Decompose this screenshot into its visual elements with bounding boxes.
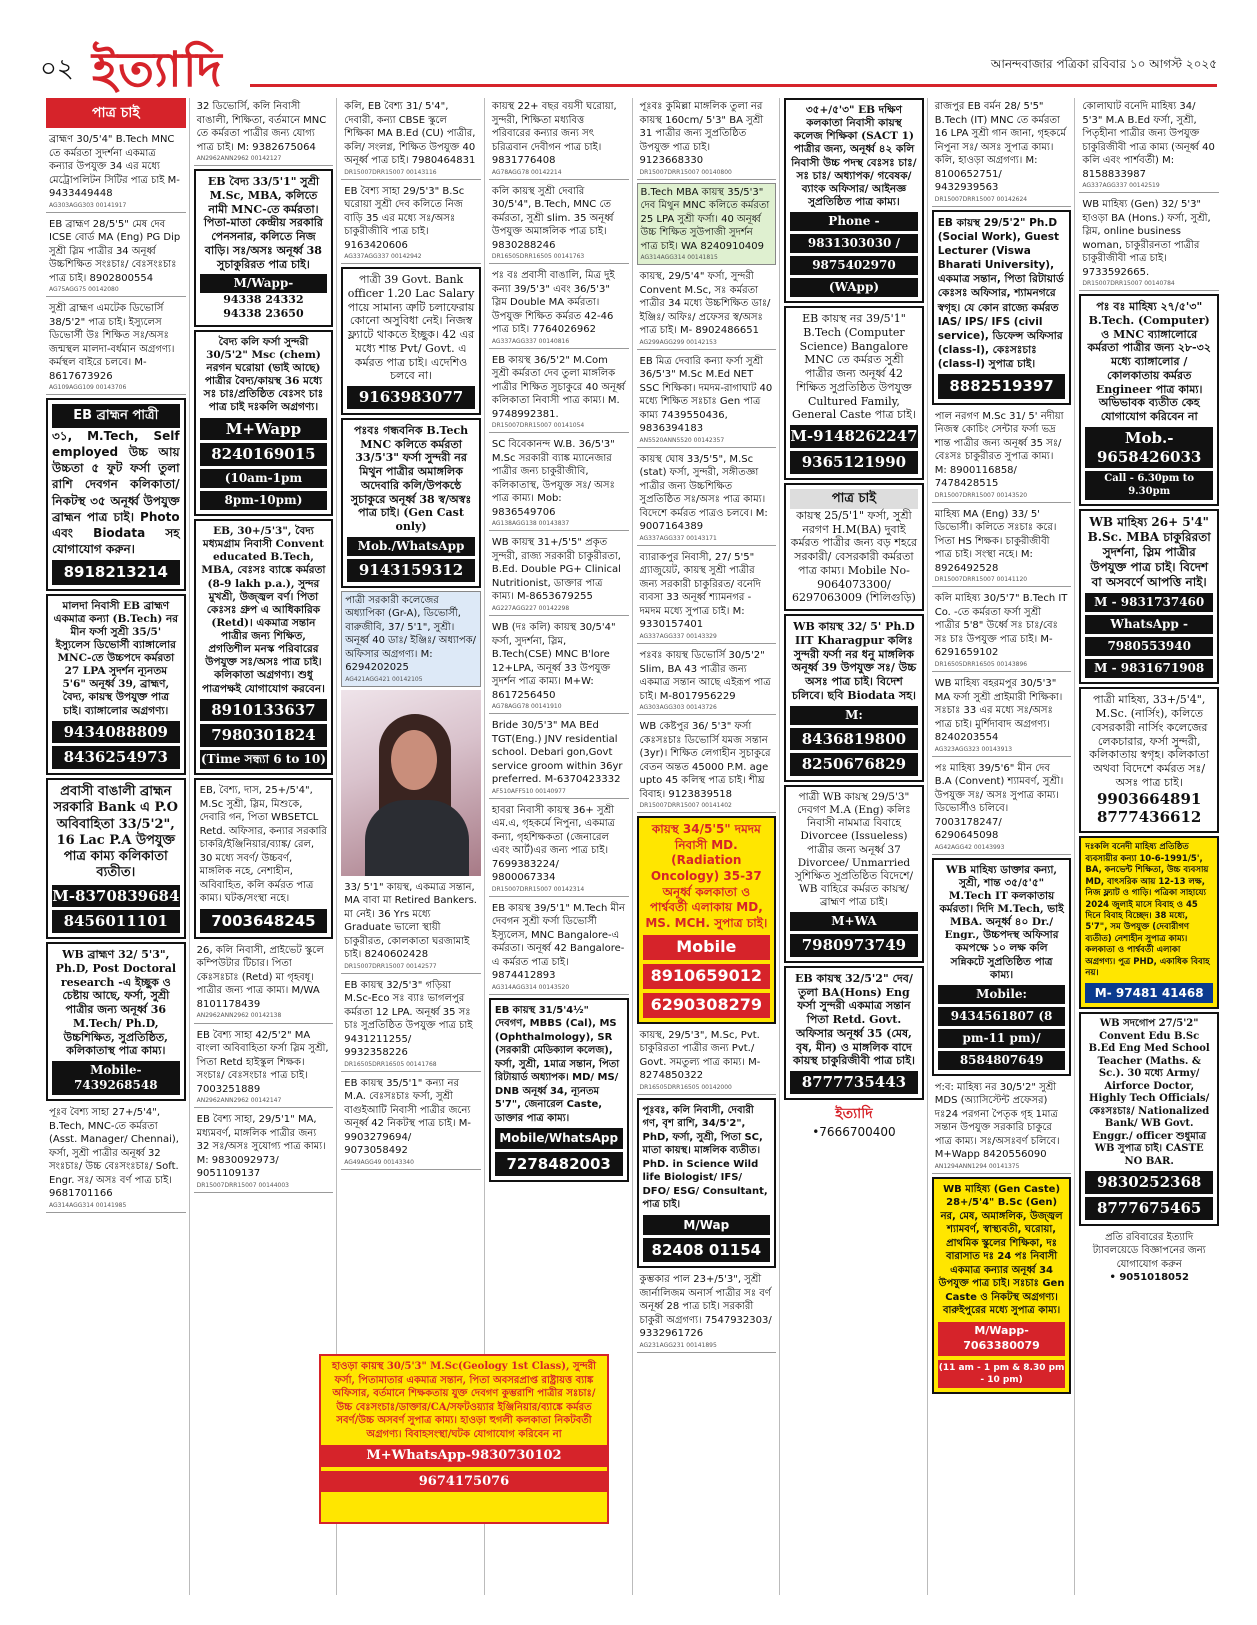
phone-number: 9365121990 (790, 451, 918, 474)
brand-rule (250, 84, 1217, 87)
ad-code: AN1294ANN1294 00141375 (934, 1162, 1020, 1170)
phone-number: 7980301824 (200, 724, 328, 747)
classified-ad: প:ব: মাহিষ্য নর 30/5'2" সুশ্রী MDS (অ্যাসিস্টেন্ট প্রফেসর) দঃ24 পরগনা পৈতৃক গৃহ 1মাত্র সন্তান উপযুক্ত সরকারি চাকুরে পাত্র কাম্য। সঃ/অসঃবর্ণ চলিবে। M+Wapp 8420556090 AN1294ANN1294 00141375 (932, 1079, 1072, 1174)
ad-label: M+WA (790, 912, 918, 931)
classifieds-grid (46, 98, 1222, 1595)
ad-label: (WApp) (790, 278, 918, 297)
classified-ad: কলি, EB বৈশ্য 31/ 5'4", দেবারী, কন্যা CBSE স্কুলে শিক্ষিকা MA B.Ed (CU) পাত্রীর, কলি/ সংলগ্ন, শিক্ষিত উপযুক্ত 40 অনূর্ধ্ব পাত্র চাই। 7980464831 DR15007DRR15007 00143116 (341, 98, 481, 180)
ad-code: AG314AGG314 00141985 (49, 1201, 127, 1209)
ad-label: M/Wap (643, 1215, 771, 1235)
ad-code: AG42AGG42 00143993 (934, 843, 1005, 851)
boxed-ad: EB কায়স্থ 31/5'4½" দেবগণ, MBBS (Cal), MS (Ophthalmology), SR (সরকারী মেডিক্যাল কলেজ), ফর্সা, সুশ্রী, 1মাত্র সন্তান, পিতা রিটায়ার্ড অধ্যাপক। MD/ MS/ DNB অনূর্ধ্ব 34, ন্যূনতম 5'7", জেনারেল Caste, ডাক্তার পাত্র কাম্য। Mobile/WhatsApp 7278482003 (489, 998, 629, 1182)
ad-code: AG421AGG421 00142105 (345, 675, 423, 683)
boxed-ad: পাত্র চাই কায়স্থ 25/5'1" ফর্সা, সুশ্রী নরগণ H.M(BA) দুবাই কর্মরত পাত্রীর জন্য বড় শহরে সরকারী/ বেসরকারী কর্মরতা পাত্র কাম্য। Mobile No- 9064073300/ 6297063009 (শিলিগুড়ি) (784, 483, 924, 612)
phone-number: M-9148262247 (790, 425, 918, 448)
ad-code: AG337AGG337 00143329 (639, 632, 717, 640)
ad-heading: EB ব্রাহ্মন পাত্রী (52, 404, 180, 428)
classified-ad: কায়স্থ ঘোষ 33/5'5", M.Sc (stat) ফর্সা, সুন্দরী, সঙ্গীতজ্ঞা পাত্রীর জন্য উচ্চশিক্ষিত সুপ্রতিষ্ঠিত সঃ/অসঃ পাত্র কাম্য। বিদেশে কর্মরত পাত্রও চলবে। M: 9007164389 AG337AGG337 00143171 (637, 451, 777, 546)
phone-number: 94338 23650 (223, 307, 304, 321)
ad-label: Mobile/WhatsApp (495, 1128, 623, 1148)
ad-code: AG78AGG78 00141910 (491, 703, 562, 711)
phone-number: 8777735443 (790, 1071, 918, 1094)
classified-ad: পাল নরগণ M.Sc 31/ 5' নদীয়া নিজস্ব কোচিং সেন্টার ফর্সা ভদ্র শান্ত পাত্রীর জন্য অনূর্ধ্ব 35 সঃ/ বেঃসঃ চাকুরীরত সুপাত্র কাম্য। M: 8900116858/ 7478428515 DR15007DRR15007 00143520 (932, 408, 1072, 503)
phone-number: Mob.- 9658426033 (1085, 427, 1213, 469)
classified-ad: পূঃবঃ কুমিল্লা মাঙ্গলিক তুলা নর কায়স্থ 160cm/ 5'3" BA সুশ্রী 31 পাত্রীর জন্য সুপ্রতিষ্ঠিত উপযুক্ত পাত্র চাই। 9123668330 DR15007DRR15007 00140800 (637, 98, 777, 180)
phone-number: 7278482003 (495, 1152, 623, 1176)
phone-number: 8918213214 (52, 560, 180, 584)
phone-number: 7003648245 (200, 909, 328, 933)
ad-code: DR15007DRR15007 00142624 (934, 195, 1028, 203)
phone-number: 9831303030 / (790, 234, 918, 253)
phone-number: • 9051018052 (1109, 1272, 1189, 1283)
classified-ad: SC বিবেকানন্দ W.B. 36/5'3" M.Sc সরকারী ব্যাঙ্ক ম্যানেজার পাত্রীর জন্য চাকুরীজীবি, কলিকাতাস্থ, উপযুক্ত সঃ/ অসঃ পাত্র কাম্য। Mob: 9836549706 AG138AGG138 00143837 (489, 436, 629, 531)
classified-ad: EB কায়স্থ 35/5'1" কন্যা নর M.A. বেঃসঃচাঃ ফর্সা, সুশ্রী বাগুইআটি নিবাসী পাত্রীর জন্যে অনূর্ধ্ব 42 নিকটস্থ পাত্র চাই। M-9903279694/ 9073058492 AG49AGG49 00143340 (341, 1075, 481, 1170)
page-header (40, 40, 1217, 100)
classified-ad: WB (দঃ কলি) কায়স্থ 30/5'4" ফর্সা, সুদর্শনা, স্লিম, B.Tech(CSE) MNC B'lore 12+LPA, অনূর্ধ্ব 33 উপযুক্ত সুদর্শন পাত্র কাম্য। M+W: 8617256450 AG78AGG78 00141910 (489, 619, 629, 714)
ad-code: DR15007DRR15007 00141120 (934, 576, 1028, 584)
column-8 (1079, 98, 1222, 1595)
ad-code: AG75AGG75 00142080 (49, 286, 119, 294)
ad-code: DR15007DRR15007 00142577 (344, 962, 437, 970)
boxed-ad: WB কায়স্থ 32/ 5' Ph.D IIT Kharagpur কলিঃ সুন্দরী ফর্সা নর ধনু মাঙ্গলিক অনূর্ধ্ব 39 উপযুক্ত সঃ/ উচ্চ অসঃ পাত্র চাই। বিদেশ চলিবে। ছবি Biodata সহ। M: 8436819800 8250676829 (784, 614, 924, 782)
ad-code: DR16505DRR16505 00142000 (639, 1083, 732, 1091)
phone-number: 9903664891 (1097, 789, 1202, 808)
ad-code: AG323AGG323 00143913 (934, 745, 1013, 753)
boxed-ad: EB কায়স্থ 29/5'2" Ph.D (Social Work), Guest Lecturer (Viswa Bharati University), একমাত্র সন্তান, পিতা রিটায়ার্ড কেঃসঃ অফিসার, শ্যামনগরে স্বগৃহ। যে কোন রাজ্যে কর্মরত IAS/ IPS/ IFS (civil service), ডিফেন্স অফিসার (class-I), কেঃসঃচাঃ (class-I) সুপাত্র চাই। 8882519397 (932, 210, 1072, 405)
classified-ad: কোলাঘাট বনেদি মাহিষ্য 34/ 5'3" M.A B.Ed ফর্সা, সুশ্রী, পিতৃহীনা পাত্রীর জন্য উপযুক্ত চাকুরিজীবী পাত্র কাম্য (অনূর্ধ্ব 40 কলি এবং পার্শবর্তী) M: 8158833987 AG337AGG337 00142519 (1079, 98, 1219, 193)
ad-code: AG138AGG138 00143837 (491, 520, 570, 528)
ad-code: AG49AGG49 00143340 (344, 1158, 414, 1166)
ad-code: AN2962ANN2962 00142138 (196, 1012, 282, 1020)
classified-ad: প্রতি রবিবারের ইত্যাদি ট্যাবলয়েডে বিজ্ঞাপনের জন্য যোগাযোগ করুন • 9051018052 (1079, 1229, 1219, 1287)
column-2 (194, 98, 338, 1595)
phone-number: 9143159312 (347, 559, 475, 582)
boxed-ad: পঃ বঃ মাহিষ্য ২৭/৫'৩" B.Tech. (Computer) ও MNC ব্যাঙ্গালোরে কর্মরতা পাত্রীর জন্য ২৮-৩২ মধ্যে ব্যাঙ্গালোর /কোলকাতায় কর্মরত Engineer পাত্র কাম্য। অভিভাবক ব্যতীত কেহ যোগাযোগ করিবেন না Mob.- 9658426033 Call - 6.30pm to 9.30pm (1079, 294, 1219, 506)
section-brand: ইত্যাদি (92, 42, 223, 98)
phone-number: 8436819800 (790, 728, 918, 751)
classified-ad: Bride 30/5'3" MA BEd TGT(Eng.) JNV residential school. Debari gon,Govt service groom within 36yr preferred. M-6370423332 AF510AFF510 00140977 (489, 717, 629, 799)
ad-label: WhatsApp - (1085, 615, 1213, 634)
phone-number: 9434088809 (52, 721, 180, 744)
boxed-ad: দঃকলি বনেদী মাহিষ্য প্রতিষ্ঠিত ব্যবসায়ীর কন্যা 10-6-1991/5', BA, কনভেন্ট শিক্ষিতা, উচ্চ ব্যবসায় MD, বাৎসরিক আয় 12-13 লক্ষ, নিজ ফ্ল্যাট ও গাড়ি। পত্রিকা সাহায্যে 2024 জুলাই মাসে বিবাহ ও 45 দিনে বিবাহ বিচ্ছেদ। 38 মধ্যে, 5'7", সম উপযুক্ত (দেবারীগণ ব্যতীত) নেশাহীন সুপাত্র কাম্য। কলকাতা ও পার্শ্ববর্তী এলাকা অগ্রগণ্য। পুত্র PHD, একাধিক বিবাহ নয়। M- 97481 41468 (1079, 836, 1219, 1009)
boxed-ad: WB সদগোপ 27/5'2" Convent Edu B.Sc B.Ed Eng Med School Teacher (Maths. & Sc.). 30 মধ্যে Army/ Airforce Doctor, Highly Tech Officials/ কেঃসঃচাঃ/ Nationalized Bank/ WB Govt. Enggr./ officer শুধুমাত্র WB সুপাত্র চাই। CASTE NO BAR. 9830252368 8777675465 (1079, 1012, 1219, 1226)
dateline: আনন্দবাজার পত্রিকা রবিবার ১০ আগস্ট ২০২৫ (990, 57, 1217, 71)
ad-label: M+Wapp (200, 418, 328, 441)
boxed-ad: WB ব্রাহ্মণ 32/ 5'3", Ph.D, Post Doctoral research -এ ইচ্ছুক ও চেষ্টায় আছে, ফর্সা, সুশ্রী পাত্রীর জন্য অনূর্ধ্ব 36 M.Tech/ Ph.D, উচ্চশিক্ষিত, সুপ্রতিষ্ঠিত, কলিকাতাস্থ পাত্র কাম্য। Mobile-7439268548 (46, 942, 186, 1101)
classified-ad: কায়স্থ, 29/5'3", M.Sc, Pvt. চাকুরিরতা পাত্রীর জন্য Pvt./ Govt. সমতুল্য পাত্র কাম্য। M-8274850322 DR16505DRR16505 00142000 (637, 1027, 777, 1095)
phone-number: 8436254973 (52, 746, 180, 769)
boxed-ad: EB, বৈশ্য, দাস, 25+/5'4", M.Sc সুশ্রী, স্লিম, মিশুকে, দেবারি গন, পিতা WBSETCL Retd. অফিসার, কন্যার সরকারি চাকরি/ইঞ্জিনিয়ার/ব্যাঙ্ক/ রেল, 30 মধ্যে সবর্ণ/ উচ্চবর্ণ, মাঙ্গলিক নহে, নেশাহীন, অবিবাহিত, কলি কর্মরত পাত্র কাম্য। ঘটক/সংস্থা নহে। 7003648245 (194, 778, 334, 939)
boxed-ad: EB, 30+/5'3", বৈদ্য মধ্যমগ্রাম নিবাসী Convent educated B.Tech, MBA, বেঃসঃ ব্যাঙ্কে কর্মরতা (8-9 lakh p.a.), সুন্দর মুখশ্রী, উজ্জ্বল বর্ণ। পিতা কেঃসঃ গ্রুপ এ আধিকারিক (Retd)। একমাত্র সন্তান পাত্রীর জন্য শিক্ষিত, প্রগতিশীল মনস্ক পরিবারের উপযুক্ত সঃ/অসঃ পাত্র চাই। কলিকাতা অগ্রগণ্য। শুধু পাত্রপক্ষই যোগাযোগ করবেন। 8910133637 7980301824 (Time সন্ধ্যা 6 to 10) (194, 519, 334, 775)
ad-code: AG299AGG299 00142153 (639, 338, 717, 346)
ad-hours: 8pm-10pm) (200, 491, 328, 510)
classified-ad: রাজপুর EB বর্মন 28/ 5'5" B.Tech (IT) MNC তে কর্মরতা 16 LPA সুশ্রী গান জানা, গৃহকর্মে নিপুনা সঃ/ অসঃ সুপাত্র কাম্য। কলি, হাওড়া অগ্রগণ্য। M: 8100652751/ 9432939563 DR15007DRR15007 00142624 (932, 98, 1072, 207)
classified-ad: B.Tech MBA কায়স্থ 35/5'3" দেব মিথুন MNC কলিতে কর্মরতা 25 LPA সুশ্রী ফর্সা। 40 অনূর্ধ্ব উচ্চ শিক্ষিত সুউপাজী সুদর্শন পাত্র চাই। WA 8240910409 AG314AGG314 00141815 (637, 183, 777, 266)
ad-code: AG337AGG337 00140816 (491, 337, 570, 345)
boxed-ad: বৈদ্য কলি ফর্সা সুন্দরী 30/5'2" Msc (chem) নরগন ঘরোয়া (ভাই আছে) পাত্রীর বৈদ্য/কায়স্থ 36 মধ্যে সঃ চাঃ/প্রতিষ্ঠিত বেঃসং চাঃ পাত্র চাই দঃকলি অগ্রগণ্য। M+Wapp 8240169015 (10am-1pm 8pm-10pm) (194, 330, 334, 516)
ad-code: AN2962ANN2962 00142127 (196, 155, 282, 162)
phone-number: 6290308279 (643, 993, 771, 1018)
photo-face (391, 730, 437, 790)
boxed-ad: পাত্রী 39 Govt. Bank officer 1.20 Lac Salary পায়ে সামান্য ত্রুটি চলাফেরায় কোনো অসুবিধা নেই। নিজস্ব ফ্ল্যাটে থাকতে ইচ্ছুক। 42 এর মধ্যে শান্ত Pvt/ Govt. এ কর্মরত পাত্র চাই। এদেশিও চলবে না। 9163983077 (341, 267, 481, 415)
phone-number: 8882519397 (938, 374, 1066, 398)
column-1 (46, 98, 190, 1595)
ad-code: DR15007DRR15007 00143520 (934, 491, 1028, 499)
boxed-ad: পঃবঃ গন্ধবনিক B.Tech MNC কলিতে কর্মরতা 33/5'3" ফর্সা সুন্দরী নর মিথুন পাত্রীর অমাঙ্গলিক অদেবারি কলি/উপকন্ঠে সুচাকুরে অনূর্ধ্ব 38 স্ব/অস্বঃ পাত্র চাই। (Gen Cast only) Mob./WhatsApp 9143159312 (341, 418, 481, 588)
column-7 (932, 98, 1076, 1595)
highlighted-ad: কায়স্থ 34/5'5" দমদম নিবাসী MD.(Radiation Oncology) 35-37 অনূর্ধ্ব কলকাতা ও পার্শ্ববর্তী এলাকায় MD, MS. MCH. সুপাত্র চাই। Mobile 8910659012 6290308279 (637, 816, 777, 1024)
ad-label: Mobile (643, 935, 771, 960)
phone-number: M/Wapp- 7063380079 (938, 1322, 1066, 1356)
ad-label: Mob./WhatsApp (347, 537, 475, 556)
classified-ad: WB মাহিষ্য বহরমপুর 30/5'3" MA ফর্সা সুশ্রী প্রাইমারী শিক্ষিকা। সঃচাঃ 33 এর মধ্যে সঃ/অসঃ পাত্র চাই। মুর্শিদাবাদ অগ্রগণ্য। 8240203554 AG323AGG323 00143913 (932, 675, 1072, 757)
classified-ad: সুশ্রী ব্রাহ্মণ এমটেক ডিভোর্সি 38/5'2" পাত্র চাই। ইস্যুলেস ডিভোর্সী উঃ শিক্ষিত সঃ/অসঃ জন্মস্থল মালদা-বর্ধমান অগ্রগণ্য। কর্মস্থল বাইরে চলবে। M-8617673926 AG109AGG109 00143706 (46, 300, 186, 395)
ad-heading: পাত্র চাই (790, 489, 918, 509)
phone-number: 7980553940 (1085, 637, 1213, 656)
phone-number: 9875402970 (790, 256, 918, 275)
phone-number: 7980973749 (790, 934, 918, 957)
classified-ad: কায়স্থ, 29/5'4" ফর্সা, সুন্দরী Convent M.Sc, সঃ কর্মরতা পাত্রীর 34 মধ্যে উচ্চশিক্ষিত ডাঃ/ ইঞ্জিঃ/ অফিঃ/ প্রফেসর স্ব/অসঃ পাত্র চাই। M- 8902486651 AG299AGG299 00142153 (637, 268, 777, 350)
featured-wide-ad: হাওড়া কায়স্থ 30/5'3" M.Sc(Geology 1st Class), সুন্দরী ফর্সা, পিতামাতার একমাত্র সন্তান, পিতা অবসরপ্রাপ্ত রাষ্ট্রায়ত্ত ব্যাঙ্ক অফিসার, বর্তমানে শিক্ষকতায় যুক্ত দেবগণ কুম্ভরাশি পাত্রীর সঃচাঃ/উচ্চ বেঃসংচাঃ/ডাক্তার/CA/সফটওয়্যার ইঞ্জিনিয়ার/ব্যাঙ্কে কর্মরত সবর্ণ/উচ্চ অসবর্ণ সুপাত্র কাম্য। হাওড়া হুগলী কলকাতা নিকটবর্তী অগ্রগণ্য। বিবাহসংস্থা/ঘটক যোগাযোগ করিবেন না M+WhatsApp-9830730102 9674175076 (319, 1354, 609, 1524)
ad-code: DR16505DRR16505 00141768 (344, 1060, 437, 1068)
classified-ad: 26, কলি নিবাসী, প্রাইভেট স্কুলে কম্পিউটার টিচার। পিতা কেঃসঃচাঃ (Retd) মা গৃহবধূ। পাত্রীর জন্য পাত্র কাম্য। M/WA 8101178439 AN2962ANN2962 00142138 (194, 942, 334, 1024)
photo-body (365, 800, 469, 876)
classified-ad: WB কেষ্টপুর 36/ 5'3" ফর্সা কেঃসঃচাঃ ডিভোর্সি যমজ সন্তান (3yr)। শিক্ষিত লেগাহীন সুচাকুরে বেতন অন্তত 45000 P.M. age upto 45 কলিস্থ পাত্র চাই। শীঘ্র বিবাহ। 9123839518 DR15007DRR15007 00141402 (637, 718, 777, 813)
boxed-ad: মালদা নিবাসী EB ব্রাহ্মণ একমাত্র কন্যা (B.Tech) নর মীন ফর্সা সুশ্রী 35/5' ইস্যুলেস ডিভোর্সী ব্যাঙ্গালোর MNC-তে উচ্চপদে কর্মরতা 27 LPA সুদর্শন ন্যূনতম 5'6" অনূর্ধ্ব 39, ব্রাহ্মণ, বৈদ্য, কায়স্থ উপযুক্ত পাত্র চাই। ব্যাঙ্গালোর অগ্রগণ্য। 9434088809 8436254973 (46, 594, 186, 776)
classified-ad (784, 1103, 924, 1142)
classified-ad: EB বৈশ্য সাহা, 29/5'1" MA, মধ্যমবর্ণ, মাঙ্গলিক পাত্রীর জন্য 32 সঃ/অসঃ সুযোগ্য পাত্র কাম্য। M: 9830092973/ 9051109137 DR15007DRR15007 00144003 (194, 1111, 334, 1193)
ad-code: AG78AGG78 00142214 (491, 168, 562, 176)
section-heading: পাত্র চাই (46, 98, 186, 128)
classified-ad: পঃবঃ কায়স্থ ডিভোর্সি 30/5'2" Slim, BA 43 পাত্রীর জন্য একমাত্র সন্তান আছে এইরূপ পাত্র চাই। M-8017956229 AG303AGG303 00143726 (637, 647, 777, 715)
ad-code: DR16505DRR16505 00141763 (491, 253, 585, 261)
phone-number: M-8370839684 (52, 885, 180, 908)
phone-number: 8240169015 (200, 443, 328, 466)
boxed-ad: WB মাহিষ্য 26+ 5'4" B.Sc. MBA চাকুরিরতা সুদর্শনা, স্লিম পাত্রীর উপযুক্ত পাত্র চাই। বিদেশ বা অসবর্ণে আপত্তি নাই। M - 9831737460 WhatsApp - 7980553940 M - 9831671908 (1079, 509, 1219, 684)
classified-ad: ব্যারাকপুর নিবাসী, 27/ 5'5" গ্র্যাজুয়েট, কায়স্থ সুশ্রী পাত্রীর জন্য সরকারী চাকুরিরত/ বনেদি ব্যবসা 33 অনূর্ধ্ব শ্যামনগর - দমদম মধ্যে সুপাত্র চাই। M: 9330157401 AG337AGG337 00143329 (637, 549, 777, 644)
classified-ad: 32 ডিভোর্সি, কলি নিবাসী বাঙালী, শিক্ষিতা, বর্তমানে MNC তে কর্মরতা পাত্রীর জন্য যোগ্য পাত্র চাই। M: 9382675064 AN2962ANN2962 00142127 (194, 98, 334, 166)
phone-number: 8777675465 (1085, 1197, 1213, 1220)
phone-number: 8910659012 (643, 964, 771, 989)
boxed-ad: WB মাহিষ্য ডাক্তার কন্যা, সুশ্রী, শান্ত ৩৫/৫'৫" M.Tech IT কলকাতায় কর্মরতা। দিদি M.Tech, ভাই MBA. অনূর্ধ্ব ৪০ Dr./ Engr., উচ্চপদস্থ অফিসার কমপক্ষে ১০ লক্ষ কলি সন্নিকটে সুপ্রতিষ্ঠিত পাত্র কাম্য। Mobile: 9434561807 (8 pm-11 pm)/ 8584807649 (932, 858, 1072, 1076)
ad-hours: (11 am - 1 pm & 8.30 pm - 10 pm) (938, 1360, 1066, 1388)
boxed-ad: EB কায়স্থ 32/5'2" দেব/তুলা BA(Hons) Eng ফর্সা সুন্দরী একমাত্র সন্তান পিতা Retd. Govt. অফিসার অনূর্ধ্ব 35 (মেষ, বৃষ, মীন) ও মাঙ্গলিক বাদে কায়স্থ চাকুরিজীবী পাত্র চাই। 8777735443 (784, 966, 924, 1100)
phone-number: M - 9831671908 (1085, 659, 1213, 678)
ad-label: Mobile: (938, 985, 1066, 1004)
phone-number: 9434561807 (8 (938, 1007, 1066, 1026)
classified-ad: EB ব্রাহ্মণ 28/5'5" মেষ দেব ICSE বোর্ড MA (Eng) PG Dip সুশ্রী স্লিম পাত্রীর 34 অনূর্ধ্ব উচ্চশিক্ষিত সংঃচাঃ/ বেঃসংঃচাঃ পাত্র চাই। 8902800554 AG75AGG75 00142080 (46, 216, 186, 298)
phone-number: 8910133637 (200, 699, 328, 722)
ad-code: AG227AGG227 00142298 (491, 604, 570, 612)
phone-number: 8777436612 (1097, 808, 1202, 827)
classified-ad: EB মিত্র দেবারি কন্যা ফর্সা সুশ্রী 36/5'3" M.Sc M.Ed NET SSC শিক্ষিকা। দমদম-রাগাঘাট 40 মধ্যে শিক্ষিত সঃচাঃ Gen পাত্র কাম্য 7439550436, 9836394183 AN5520ANN5520 00142357 (637, 353, 777, 448)
ad-hours: (Time সন্ধ্যা 6 to 10) (200, 750, 328, 769)
ad-hours: (10am-1pm (200, 469, 328, 488)
page-number: ০২ (40, 54, 74, 84)
ad-code: DR15007DRR15007 00142314 (491, 885, 585, 893)
ad-code: DR16505DRR16505 00143896 (934, 660, 1028, 668)
classified-ad: WB মাহিষ্য (Gen) 32/ 5'3" হাওড়া BA (Hons.) ফর্সা, সুশ্রী, স্লিম, online business woman, চাকুরীরনতা পাত্রীর চাকুরীজীবী পাত্র চাই। 9733592665. DR15007DRR15007 00140784 (1079, 196, 1219, 291)
phone-number: •7666700400 (812, 1124, 896, 1139)
boxed-ad: WB মাহিষ্য (Gen Caste) 28+/5'4" B.Sc (Gen) নর, মেষ, অমাঙ্গলিক, উজ্জ্বল শ্যামবর্ণ, স্বাস্থ্যবতী, ঘরোয়া, প্রাথমিক স্কুলের শিক্ষিকা, দঃ বারাসাত দঃ 24 পঃ নিবাসী একমাত্র কন্যার অনূর্ধ্ব 34 উপযুক্ত পাত্র চাই। সঃচাঃ Gen Caste ও নিকটস্থ অগ্রগণ্য। বারুইপুরের মধ্যে সুপাত্র কাম্য। M/Wapp- 7063380079 (11 am - 1 pm & 8.30 pm - 10 pm) (932, 1177, 1072, 1394)
phone-number: M- 97481 41468 (1085, 983, 1213, 1003)
phone-number: 8584807649 (938, 1051, 1066, 1070)
ad-label: M: (790, 706, 918, 725)
classified-ad: EB কায়স্থ 32/5'3" গড়িয়া M.Sc-Eco সঃ ব্যাঃ ভাগলপুর কর্মরতা 12 LPA. অনূর্ধ্ব 35 সঃ চাঃ সুপ্রতিষ্ঠিত উপযুক্ত পাত্র চাই 9431211255/ 9932358226 DR16505DRR16505 00141768 (341, 977, 481, 1072)
classified-ad: কলি কায়স্থ সুশ্রী দেবারি 30/5'4", B.Tech, MNC তে কর্মরতা, সুশ্রী slim. 35 অনূর্ধ্ব উপযুক্ত অমাঙ্গলিক পাত্র চাই। 9830288246 DR16505DRR16505 00141763 (489, 183, 629, 265)
classified-ad: পূঃব বৈশ্য সাহা 27+/5'4", B.Tech, MNC-তে কর্মরতা (Asst. Manager/ Chennai), ফর্সা, সুশ্রী পাত্রীর অনূর্ধ্ব 32 সংঃচাঃ/ উচ্চ বেঃসংঃচাঃ/ Soft. Engr. সঃ/ অসঃ বর্ণ পাত্র চাই। 9681701166 AG314AGG314 00141985 (46, 1104, 186, 1213)
ad-code: AG231AGG231 00141895 (639, 1341, 717, 1349)
ad-code: DR15007DRR15007 00141054 (491, 422, 585, 430)
classified-ad: কায়স্থ 22+ বছর বয়সী ঘরোয়া, সুন্দরী, শিক্ষিতা মধ্যবিত্ত পরিবারের কন্যার জন্য সৎ চরিত্রবান দেবীগন পাত্র চাই। 9831776408 AG78AGG78 00142214 (489, 98, 629, 180)
phone-number: 8456011101 (52, 910, 180, 933)
ad-code: AG303AGG303 00141917 (49, 201, 127, 209)
phone-number: 8250676829 (790, 753, 918, 776)
boxed-ad: EB বৈদ্য 33/5'1" সুশ্রী M.Sc, MBA, কলিতে নামী MNC-তে কর্মরতা। পিতা-মাতা কেন্দ্রীয় সরকারি পেনসনার, কলিতে নিজ বাড়ি। সঃ/অসঃ অনূর্ধ্ব 38 সুচাকুরিরত পাত্র চাই। M/Wapp- 94338 24332 94338 23650 (194, 169, 334, 327)
phone-number: Mobile-7439268548 (52, 1061, 180, 1095)
ad-code: AF510AFF510 00140977 (491, 787, 566, 795)
classified-ad: হাবরা নিবাসী কায়স্থ 36+ সুশ্রী এম.এ, গৃহকর্মে নিপুনা, একমাত্র কন্যা, গৃহশিক্ষকতা (জেনারেল এবং আর্ট)এর জন্য পাত্র চাই। 7699383224/ 9800067334 DR15007DRR15007 00142314 (489, 802, 629, 897)
ad-code: DR15007DRR15007 00143116 (344, 168, 437, 176)
ad-hours: Call - 6.30pm to 9.30pm (1085, 471, 1213, 500)
column-6 (784, 98, 928, 1595)
boxed-ad: প্রবাসী বাঙালী ব্রাহ্মন সরকারি Bank এ P.O অবিবাহিতা 33/5'2", 16 Lac P.A উপযুক্ত পাত্র কাম্য কলিকাতা ব্যতীত। M-8370839684 8456011101 (46, 778, 186, 939)
phone-number: 82408 01154 (643, 1238, 771, 1262)
column-5 (637, 98, 781, 1595)
classified-ad: পাত্রী সরকারী কলেজের অধ্যাপিকা (Gr-A), ডিভোর্সী, বারুজীবি, 37/ 5'1", সুশ্রী। অনূর্ধ্ব 40 ডাঃ/ ইঞ্জিঃ/ অধ্যাপক/ অফিসার অগ্রগণ্য। M: 6294202025 AG421AGG421 00142105 (341, 591, 481, 687)
ad-code: DR15007DRR15007 00141402 (639, 802, 732, 810)
ad-code: AG314AGG314 00143520 (491, 983, 570, 991)
ad-code: AG337AGG337 00143171 (639, 534, 717, 542)
classified-ad: EB কায়স্থ 39/5'1" M.Tech মীন দেবগন সুশ্রী ফর্সা ডিভোর্সী ইস্যুলেস, MNC Bangalore-এ কর্মরতা। অনূর্ধ্ব 42 Bangalore-এ কর্মরত পাত্র চাই। 9874412893 AG314AGG314 00143520 (489, 900, 629, 995)
classified-ad: পঃ বঃ প্রবাসী বাঙালি, মিত্র দুই কন্যা 39/5'3" এবং 36/5'3" স্লিম Double MA কর্মরতা। উপযুক্ত শিক্ষিত কর্মরত 42-46 পাত্র চাই। 7764026962 AG337AGG337 00140816 (489, 267, 629, 349)
phone-number: 9163983077 (347, 386, 475, 409)
ad-code: DR15007DRR15007 00144003 (196, 1181, 289, 1189)
ad-label: Phone - (790, 212, 918, 231)
boxed-ad: পূঃবঃ, কলি নিবাসী, দেবারী গণ, বৃশ রাশি, 34/5'2", PhD, ফর্সা, সুশ্রী, পিতা SC, মাতা কায়স্থ। মাঙ্গলিক ব্যতীত। PhD. in Science Wild life Biologist/ IFS/ DFO/ ESG/ Consultant, পাত্র চাই। M/Wap 82408 01154 (637, 1098, 777, 1268)
classified-ad: কলি মাহিষ্য 30/5'7" B.Tech IT Co. -তে কর্মরতা ফর্সা সুশ্রী পাত্রীর 5'8" উর্ধ্বে সঃ চাঃ/বেঃ সঃ চাঃ উপযুক্ত পাত্র চাই। M- 6291659102 DR16505DRR16505 00143896 (932, 590, 1072, 672)
ad-code: AG109AGG109 00143706 (49, 384, 127, 392)
ad-code: DR15007DRR15007 00140800 (639, 168, 732, 176)
ad-code: AG303AGG303 00143726 (639, 704, 717, 712)
boxed-ad: EB কায়স্থ নর 39/5'1" B.Tech (Computer Science) Bangalore MNC তে কর্মরত সুশ্রী পাত্রীর জন্য অনূর্ধ্ব 42 শিক্ষিত সুপ্রতিষ্ঠিত উপযুক্ত Cultured Family, General Caste পাত্র চাই। M-9148262247 9365121990 (784, 306, 924, 480)
ad-code: AG314AGG314 00141815 (640, 254, 718, 262)
ad-code: AG337AGG337 00142519 (1082, 182, 1160, 189)
ad-code: DR15007DRR15007 00140784 (1082, 280, 1175, 288)
classified-ad: 33/ 5'1" কায়স্থ, একমাত্র সন্তান, MA বাবা মা Retired Bankers. মা নেই। 36 Yrs মধ্যে Graduate ভালো স্থায়ী চাকুরীরত, কোলকাতা ঘরজামাই চাই। 8240602428 DR15007DRR15007 00142577 (341, 879, 481, 974)
ad-code: AG337AGG337 00142942 (344, 253, 422, 261)
boxed-ad: পাত্রী WB কায়স্থ 29/5'3" দেবগণ M.A (Eng) কলিঃ নিবাসী নামমাত্র বিবাহে Divorcee (Issueless) পাত্রীর জন্য অনূর্ধ্ব 37 Divorcee/ Unmarried সুশিক্ষিত সুপ্রতিষ্ঠিত বিদেশে/ WB বাহিরে কর্মরত কায়স্থ/ ব্রাহ্মণ পাত্র চাই। M+WA 7980973749 (784, 785, 924, 963)
boxed-ad: পাত্রী মাহিষ্য, 33+/5'4", M.Sc. (নার্সিং), কলিতে বেসরকারী নার্সিং কলেজের লেকচারার, ফর্সা সুন্দরী, কলিকাতায় স্বগৃহ। কলিকাতা অথবা বিদেশে কর্মরত সঃ/অসঃ পাত্র চাই। 9903664891 8777436612 (1079, 687, 1219, 833)
classified-ad: EB বৈশ্য সাহা 42/5'2" MA বাংলা অবিবাহিতা ফর্সা স্লিম সুশ্রী, পিতা Retd হাইস্কুল শিক্ষক। সংচাঃ/ বেঃসংচাঃ পাত্র চাই। 7003251889 AN2962ANN2962 00142147 (194, 1027, 334, 1109)
classified-ad: পঃ মাহিষ্য 39/5'6" মীন দেব B.A (Convent) শ্যামবর্ণ, সুশ্রী। উপযুক্ত সঃ/ অসঃ সুপাত্র কাম্য। ডিভোর্সীও চলিবে। 7003178247/ 6290645098 AG42AGG42 00143993 (932, 760, 1072, 855)
ad-code: AN2962ANN2962 00142147 (196, 1097, 282, 1105)
classified-ad: কুম্ভকার পাল 23+/5'3", সুশ্রী জার্নালিজম অনার্স পাত্রীর সঃ বর্ণ অনূর্ধ্ব 28 পাত্র চাই। সরকারী চাকুরী অগ্রগণ্য। 7547932303/ 9332961726 AG231AGG231 00141895 (637, 1271, 777, 1353)
footer-brand: ইত্যাদি (835, 1105, 873, 1122)
phone-number: M - 9831737460 (1085, 593, 1213, 612)
classified-ad: মাহিষ্য MA (Eng) 33/ 5' ডিভোর্সী। কলিতে সঃচাঃ করে। পিতা HS শিক্ষক। চাকুরীজীবী পাত্র চাই। সংস্থা নহে। M: 8926492528 DR15007DRR15007 00141120 (932, 506, 1072, 588)
boxed-ad: EB ব্রাহ্মন পাত্রী ৩১, M.Tech, Self employed উচ্চ আয় উচ্চতা ৫ ফুট ফর্সা তুলা রাশি দেবগন কলিকাতা/ নিকটস্থ ৩৫ অনূর্ধ্ব উপযুক্ত ব্রাহ্মন পাত্র চাই। Photo এবং Biodata সহ যোগাযোগ করুন। 8918213214 (46, 398, 186, 590)
ad-code: AN5520ANN5520 00142357 (639, 436, 725, 444)
phone-number: pm-11 pm)/ (938, 1029, 1066, 1048)
phone-number: M+WhatsApp-9830730102 (321, 1445, 607, 1467)
ad-label: M/Wapp- (200, 274, 328, 293)
boxed-ad: ৩৫+/৫'৩" EB দক্ষিণ কলকাতা নিবাসী কায়স্থ কলেজ শিক্ষিকা (SACT 1) পাত্রীর জন্য, অনূর্ধ্ব ৪২ কলি নিবাসী উচ্চ পদস্থ বেঃসঃ চাঃ/ সঃ চাঃ/ অধ্যাপক/ গবেষক/ ব্যাংক অফিসার/ আইনজ্ঞ সুপ্রতিষ্ঠিত পাত্র কাম্য। Phone - 9831303030 / 9875402970 (WApp) (784, 98, 924, 303)
phone-number: 94338 24332 (223, 293, 304, 307)
classified-ad: EB বৈশ্য সাহা 29/5'3" B.Sc ঘরোয়া সুশ্রী দেব কলিতে নিজ বাড়ি 35 এর মধ্যে সঃ/অসঃ চাকুরীজীবি পাত্র চাই। 9163420606 AG337AGG337 00142942 (341, 183, 481, 265)
bride-photo (341, 690, 481, 876)
classified-ad: EB কায়স্থ 36/5'2" M.Com সুশ্রী কর্মরতা দেব তুলা মাঙ্গলিক পাত্রীর শিক্ষিত সুচাকুরে 40 অনূর্ধ্ব কলিকাতা নিবাসী পাত্র কাম্য। M. 9748992381. DR15007DRR15007 00141054 (489, 352, 629, 434)
classified-ad: WB কায়স্থ 31+/5'5" প্রকৃত সুন্দরী, রাজ্য সরকারী চাকুরীরতা, B.Ed. Double PG+ Clinical Nutritionist, ডাক্তার পাত্র কাম্য। M-8653679255 AG227AGG227 00142298 (489, 534, 629, 616)
phone-number: 9674175076 (321, 1471, 607, 1493)
classified-ad: ব্রাহ্মণ 30/5'4" B.Tech MNC তে কর্মরতা সুদর্শনা একমাত্র কন্যার উপযুক্ত 34 এর মধ্যে মেট্রোপলিটন সিটির পাত্র চাই M-9433449448 AG303AGG303 00141917 (46, 131, 186, 213)
phone-number: 9830252368 (1085, 1171, 1213, 1194)
